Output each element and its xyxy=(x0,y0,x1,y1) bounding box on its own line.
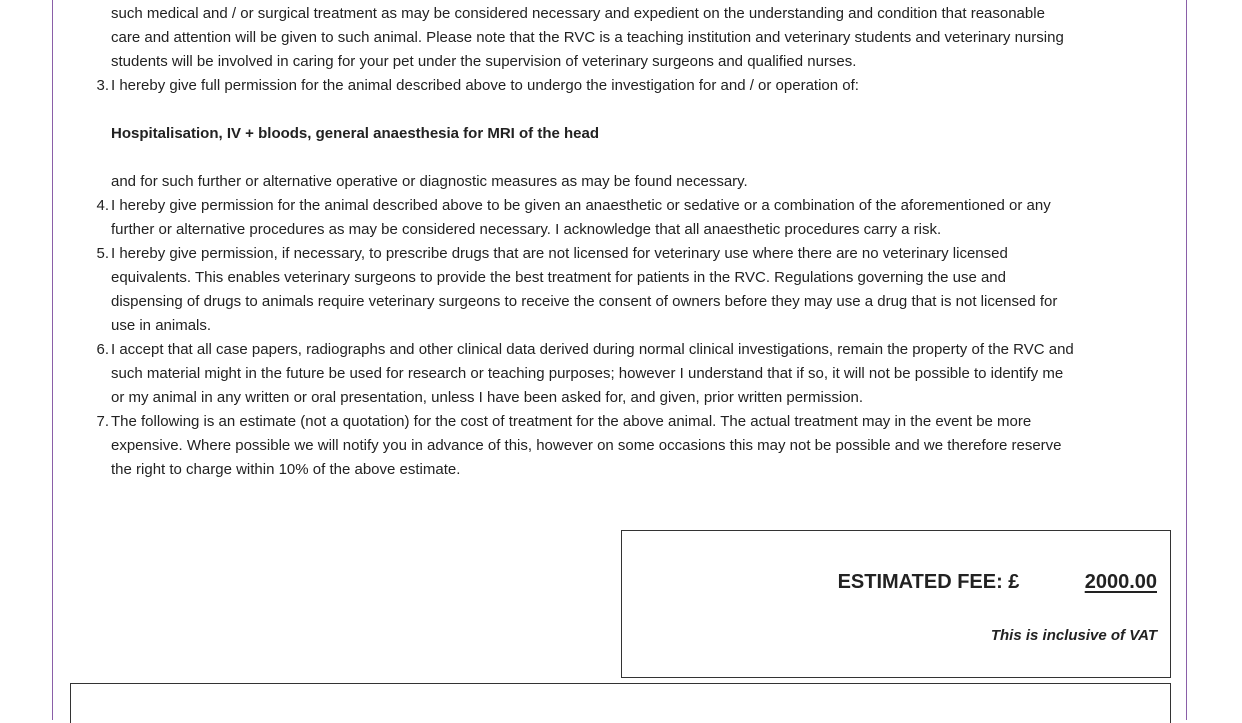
estimated-fee-line xyxy=(838,571,1157,594)
estimated-fee-amount: 2000.00 xyxy=(1084,571,1157,593)
clause-6-line-3: or my animal in any written or oral presentation, unless I have been asked for, and given, prior written permission. xyxy=(111,389,864,406)
clause-5-line-4: use in animals. xyxy=(111,317,212,334)
vat-note: This is inclusive of VAT xyxy=(990,627,1157,644)
clause-5-line-2: equivalents. This enables veterinary surgeons to provide the best treatment for patients in the RVC. Regulations governing the use and xyxy=(111,269,1006,286)
clause-6-number: 6. xyxy=(96,341,109,358)
clause-7-number: 7. xyxy=(96,413,109,430)
signature-box xyxy=(70,683,1171,723)
clause-6-line-2: such material might in the future be used for research or teaching purposes; however I understand that if so, it will not be possible to identify me xyxy=(111,365,1064,382)
clause-4-line-2: further or alternative procedures as may be considered necessary. I acknowledge that all anaesthetic procedures carry a risk. xyxy=(111,221,942,238)
clause-3-followup: and for such further or alternative operative or diagnostic measures as may be found necessary. xyxy=(111,173,748,190)
clause-2-line-2: care and attention will be given to such animal. Please note that the RVC is a teaching institution and veterinary students and veterinary nursing xyxy=(111,29,1064,46)
clause-7-line-2: expensive. Where possible we will notify you in advance of this, however on some occasions this may not be possible and we therefore reserve xyxy=(111,437,1062,454)
clause-7-line-1: The following is an estimate (not a quotation) for the cost of treatment for the above animal. The actual treatment may in the event be more xyxy=(111,413,1032,430)
clause-2-line-1: such medical and / or surgical treatment as may be considered necessary and expedient on the understanding and condition that reasonable xyxy=(111,5,1045,22)
clause-5-line-3: dispensing of drugs to animals require veterinary surgeons to receive the consent of owners before they may use a drug that is not licensed for xyxy=(111,293,1058,310)
clause-2-line-3: students will be involved in caring for your pet under the supervision of veterinary surgeons and qualified nurses. xyxy=(111,53,857,70)
clause-7-line-3: the right to charge within 10% of the above estimate. xyxy=(111,461,461,478)
clause-3-text: I hereby give full permission for the animal described above to undergo the investigation for and / or operation of: xyxy=(111,77,859,94)
clause-4-line-1: I hereby give permission for the animal described above to be given an anaesthetic or sedative or a combination of the aforementioned or any xyxy=(111,197,1051,214)
clause-3-number: 3. xyxy=(96,77,109,94)
clause-6-line-1: I accept that all case papers, radiographs and other clinical data derived during normal clinical investigations, remain the property of the RVC and xyxy=(111,341,1074,358)
clause-4-number: 4. xyxy=(96,197,109,214)
clause-5-number: 5. xyxy=(96,245,109,262)
procedure-description: Hospitalisation, IV + bloods, general anaesthesia for MRI of the head xyxy=(111,125,600,142)
clause-5-line-1: I hereby give permission, if necessary, to prescribe drugs that are not licensed for veterinary use where there are no veterinary licensed xyxy=(111,245,1008,262)
estimated-fee-label: ESTIMATED FEE: £ xyxy=(837,571,1020,593)
estimated-fee-box xyxy=(621,530,1171,678)
